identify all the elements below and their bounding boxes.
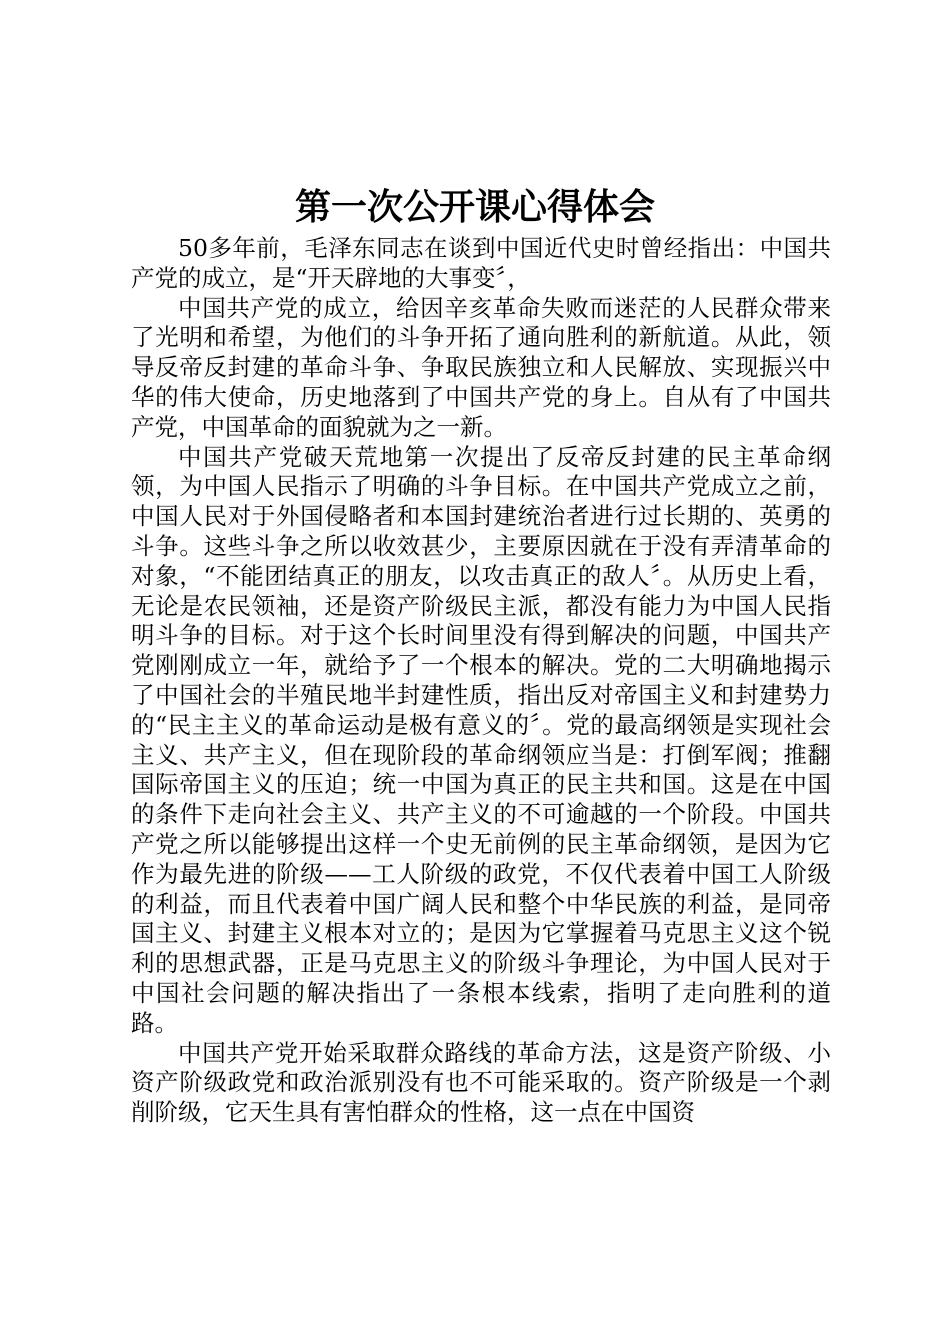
document-body: [131, 234, 831, 1128]
paragraph-2: 中国共产党的成立，给因辛亥革命失败而迷茫的人民群众带来了光明和希望，为他们的斗争开拓了通向胜利的新航道。从此，领导反帝反封建的革命斗争、争取民族独立和人民解放、实现振兴中华的伟大使命，历史地落到了中国共产党的身上。自从有了中国共产党，中国革命的面貌就为之一新。: [131, 293, 831, 441]
paragraph-4: 中国共产党开始采取群众路线的革命方法，这是资产阶级、小资产阶级政党和政治派别没有也不可能采取的。资产阶级是一个剥削阶级，它天生具有害怕群众的性格，这一点在中国资: [131, 1038, 831, 1127]
paragraph-1: 50多年前，毛泽东同志在谈到中国近代史时曾经指出：中国共产党的成立，是“开天辟地的大事变〞，: [131, 234, 831, 292]
paragraph-3: 中国共产党破天荒地第一次提出了反帝反封建的民主革命纲领，为中国人民指示了明确的斗争目标。在中国共产党成立之前，中国人民对于外国侵略者和本国封建统治者进行过长期的、英勇的斗争。这些斗争之所以收效甚少，主要原因就在于没有弄清革命的对象，“不能团结真正的朋友，以攻击真正的敌人〞。从历史上看，无论是农民领袖，还是资产阶级民主派，都没有能力为中国人民指明斗争的目标。对于这个长时间里没有得到解决的问题，中国共产党刚刚成立一年，就给予了一个根本的解决。党的二大明确地揭示了中国社会的半殖民地半封建性质，指出反对帝国主义和封建势力的“民主主义的革命运动是极有意义的〞。党的最高纲领是实现社会主义、共产主义，但在现阶段的革命纲领应当是：打倒军阀；推翻国际帝国主义的压迫；统一中国为真正的民主共和国。这是在中国的条件下走向社会主义、共产主义的不可逾越的一个阶段。中国共产党之所以能够提出这样一个史无前例的民主革命纲领，是因为它作为最先进的阶级——工人阶级的政党，不仅代表着中国工人阶级的利益，而且代表着中国广阔人民和整个中华民族的利益，是同帝国主义、封建主义根本对立的；是因为它掌握着马克思主义这个锐利的思想武器，正是马克思主义的阶级斗争理论，为中国人民对于中国社会问题的解决指出了一条根本线索，指明了走向胜利的道路。: [131, 442, 831, 1037]
document-title: 第一次公开课心得体会: [294, 187, 655, 228]
